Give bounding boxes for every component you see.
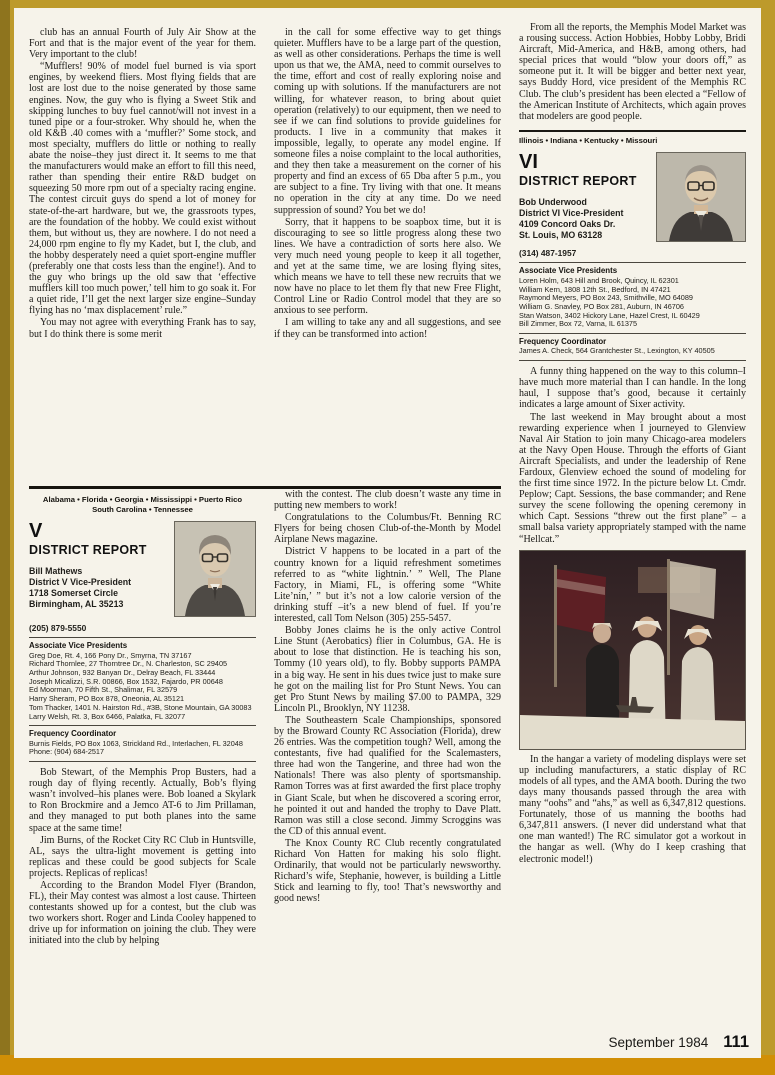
paragraph: Bobby Jones claims he is the only active Control Line Stunt (Aerobatics) flier in Columbus, GA. He is about to lose that distinction. He is teaching his son, Tommy (10 years old), to fly. Bobby supports PAMPA in a big way. He sent in his dues twice just to make sure he got on the mailing list for Pro Stunt News. You can get Pro Stunt News by mailing $7.00 to PAMPA, 329 Lincoln Pl., Brooklyn, NY 11238. [274,625,501,714]
paragraph: Congratulations to the Columbus/Ft. Benning RC Flyers for being chosen Club-of-the-Month by Model Airplane News magazine. [274,512,501,546]
district-vi-states [519,135,746,150]
avp-entry: Greg Doe, Rt. 4, 166 Pony Dr., Smyrna, TN 37167 [29,650,192,660]
officer-phone: (314) 487-1957 [519,248,577,259]
paragraph: Bob Stewart, of the Memphis Prop Busters, had a rough day of flying recently. Actually, Bob’s flying wasn’t involved–his planes were. Bob loaned a Skylark to Ron Brockmire and a Jemco AT-6 to Jim Prillaman, and they managed to put both planes into the same space at the same time! [29,767,256,834]
frequency-coordinator-heading: Frequency Coordinator [519,337,607,347]
column1-top-article [29,22,256,484]
frequency-coordinator-entry: Burnis Fields, PO Box 1063, Strickland Rd., Interlachen, FL 32048 [29,738,243,748]
paragraph: The Knox County RC Club recently congratulated Richard Von Hatten for making his solo flight. Ordinarily, that would not be particularly newsworthy. Richard’s wife, Stephanie, however, is building a Little Stick and learning to fly, too! That’s newsworthy and good news! [274,837,501,905]
column-2 [274,22,501,948]
district-numeral: V [29,520,43,543]
avp-entry: Ed Moorman, 70 Fifth St., Shalimar, FL 32579 [29,685,178,695]
states-line: Illinois • Indiana • Kentucky • Missouri [519,135,658,145]
page-number: 111 [723,1033,749,1051]
officer-phone: (205) 879-5550 [29,623,87,634]
column3-top-article [519,22,746,122]
section-divider-rule [29,486,501,489]
officer-title: District V Vice-President [29,576,132,587]
avp-entry: Bill Zimmer, Box 72, Varna, IL 61375 [519,319,638,329]
bob-underwood-photo [656,152,746,242]
glenview-ceremony-photo [519,550,746,750]
district-v-states [29,494,256,518]
avp-list [519,277,746,329]
divider [29,725,256,726]
paragraph: In the hangar a variety of modeling displays were set up including manufacturers, a static display of RC models of all types, and the AMA booth. During the two days many thousands passed through the area with many “oohs” and “ahs,” as well as 6,347,812 questions. Fortunately, those of us manning the booths had 6,347,811 answers. (I never did understand what that one man wanted!) The RC simulator got a workout in the hangar as well. (Why do I keep crashing that electronic model!) [519,753,746,865]
avp-entry: Arthur Johnson, 932 Banyan Dr., Delray Beach, FL 33444 [29,668,216,677]
states-line: Alabama • Florida • Georgia • Mississippi • Puerto Rico [42,495,243,504]
paragraph: You may not agree with everything Frank has to say, but I do think there is some merit [29,317,256,340]
issue-date: September 1984 [608,1035,709,1050]
officer-info [519,197,648,240]
frequency-coordinator-entry: James A. Check, 564 Grantchester St., Lexington, KY 40505 [519,346,715,356]
paragraph: with the contest. The club doesn’t waste any time in putting new members to work! [274,489,501,512]
bill-mathews-photo [174,521,256,617]
avp-entry: Stan Watson, 3402 Hickory Lane, Hazel Crest, IL 60429 [519,310,700,320]
avp-heading: Associate Vice Presidents [519,266,618,276]
officer-name: Bill Mathews [29,566,83,577]
paragraph: The last weekend in May brought about a most rewarding experience when I journeyed to Glenview Naval Air Station to join many Chicago-area modelers at the Navy Open House. Through the efforts of Giant Aircraft Specialists, and under the leadership of Rene Fardoux, Glenview echoed the sound of modeling for the first time since 1972. In the picture below Lt. Cmdr. Peplow; Capt. Sessions, the base commander; and Rene survey the scene following the opening ceremony in which Capt. Sessions “threw out the first plane” – a small balsa variety appropriately stamped with the name “Hellcat.” [519,411,746,545]
officer-address: St. Louis, MO 63128 [519,229,603,240]
district-vi-body [519,366,746,545]
district-report-title: DISTRICT REPORT [519,174,637,189]
avp-entry: Larry Welsh, Rt. 3, Box 6466, Palatka, FL 32077 [29,711,186,721]
avp-entry: Tom Thacker, 1401 N. Hairston Rd., #3B, Stone Mountain, GA 30083 [29,702,252,712]
district-report-title: DISTRICT REPORT [29,543,147,558]
avp-entry: Harry Sheram, PO Box 878, Oneonia, AL 35121 [29,694,185,704]
paragraph: Jim Burns, of the Rocket City RC Club in Huntsville, AL, says the ultra-light movement is getting into replicas and these could be good subjects for Scale projects. Replicas of replicas! [29,834,256,879]
officer-address: 1718 Somerset Circle [29,587,118,598]
officer-title: District VI Vice-President [519,208,624,219]
avp-entry: William G. Snavley, PO Box 281, Auburn, IN 46706 [519,301,684,311]
column-1 [29,22,256,948]
paragraph: From all the reports, the Memphis Model Market was a rousing success. Action Hobbies, Hobby Lobby, Bridi Aircraft, Mid-America, and H&B, among others, had special prices that would “blow your doors off,” as someone put it. It will be bigger and better next year, says Buddy Hord, vice president of the Memphis RC Club. The club’s president has been elected a “Fellow of the American Institute of Architects, which again proves that modelers are good people. [519,22,746,122]
paragraph: Sorry, that it happens to be soapbox time, but it is discouraging to see so little progress along these two lines. We have a contradiction of sorts here also. We very much need young people to keep it all together, and yet at the same time, we are losing flying sites, which means we have to tell these new recruits that we now have no place to let them fly that new Free Flight, Control Line or Radio Control model that they are so anxious to see perform. [274,216,501,317]
district-vi-closing [519,754,746,865]
divider [519,130,746,132]
paragraph: “Mufflers! 90% of model fuel burned is via sport engines, by weekend fliers. Most flying fields that are lost are lost due to the noise generated by those same engines. Now, the guy who is flying a Sweet Stik and skipping lunches to buy fuel cannot/will not invest in a tuned pipe or a four-stroker. Why should he, when the old K&B .40 comes with a ‘muffler?’ Some stock, and most specialty, mufflers do little or nothing to really abate the noise–they just direct it. It seems to me that the manufacturers would make an effort to fill this need, rather than spending their entire R&D budget on squeezing 50 more rpm out of a specialty racing engine. The contest circuit guys do spend a lot of money for state-of-the-art hardware, but we, the grassroots types, are the foundation of the hobby. We could exist without them, but without us, they are nowhere. I do not need a 24,000 rpm engine to fly my Kadet, but I, the club, and the hobby desperately need a quiet sport-engine muffler (preferably one that costs less than the engine!). And to the guy who brings up the old saw that ‘effective mufflers kill too much power,’ tell him to go soak it. For a quiet ride, I’ll get the next larger size engine–Sunday flying has no ‘max displacement’ rule.” [29,61,256,317]
officer-address: Birmingham, AL 35213 [29,598,124,609]
officer-name: Bob Underwood [519,197,587,208]
column2-top-article [274,22,501,484]
avp-entry: Raymond Meyers, PO Box 243, Smithville, MO 64089 [519,293,693,303]
district-v-masthead [29,521,166,617]
divider [519,262,746,263]
district-v-body [29,767,256,947]
avp-heading: Associate Vice Presidents [29,641,128,651]
frequency-coordinator-phone: Phone: (904) 684-2517 [29,747,105,757]
frequency-coordinator-heading: Frequency Coordinator [29,729,117,739]
officer-info [29,566,166,609]
paragraph: District V happens to be located in a part of the country known for a liquid refreshment sometimes referred to as “white lightnin.’ ” Well, The Plane Factory, in Miami, FL, is offering some “White Lite’nin,’ ” but it’s not a low calorie version of the drinking stuff –it’s a new blend of fuel. If you’re interested, call Tom Nelson (305) 255-5457. [274,546,501,625]
district-numeral: VI [519,151,538,174]
divider [519,333,746,334]
columns [29,22,746,948]
district-v-body-continued [274,489,501,904]
paragraph: club has an annual Fourth of July Air Show at the Fort and that is the major event of the year for them. Very important to the club! [29,27,256,61]
avp-entry: Richard Thornlee, 27 Thorntree Dr., N. Charleston, SC 29405 [29,659,228,669]
article-text [274,27,501,340]
page-footer [608,1033,749,1052]
divider [29,637,256,638]
paragraph: in the call for some effective way to get things quieter. Mufflers have to be a large part of the question, as well as other considerations. Perhaps the time is well upon us that we, the AMA, need to commit ourselves to the time, effort and cost of really exploring noise and coming up with solutions. If the manufacturers are not willing, for whatever reason, to bring about quiet operation (relatively) to our equipment, then we need to see if we can find solutions to provide guidelines for products. I live in a community that makes it impossible, legally, to operate any model engine. If someone files a noise complaint to the local authorities, and they then take a measurement on the corner of his property and find an excess of 65 Dba after 5 p.m., you are subject to a fine. Try living with that one. It means no operation in the city at any time. Do we need suppression of sound? You bet we do! [274,27,501,216]
avp-entry: Loren Holm, 643 Hill and Brook, Quincy, IL 62301 [519,275,679,285]
district-v-header [29,521,256,617]
officer-address: 4109 Concord Oaks Dr. [519,219,616,230]
divider [519,360,746,361]
paragraph: The Southeastern Scale Championships, sponsored by the Broward County RC Association (Florida), drew 26 entries. Was the competition tough? Well, among the contestants, five had qualified for the Scalemasters, three had won the Tangerine, and three had won the Nationals! There was also plenty of sportsmanship. Ramon Torres was at first awarded the first place trophy in Giant Scale, but when he discovered a scoring error, he pointed it out and handed the trophy to Dave Platt. Ramon was still a close second. Jimmy Scroggins was the CD of this annual event. [274,714,501,837]
avp-entry: Joseph Micalizzi, S.R. 00866, Box 1532, Fajardo, PR 00648 [29,676,223,686]
column-3 [519,22,746,948]
divider [29,761,256,762]
magazine-page [14,8,761,1058]
paragraph: A funny thing happened on the way to this column–I have much more material than I can handle. In the long haul, I suppose that’s good, because it certainly indicates a large amount of Sixer activity. [519,366,746,411]
avp-entry: William Kern, 1808 12th St., Bedford, IN 47421 [519,284,671,294]
avp-list [29,652,256,722]
article-text [29,27,256,340]
district-vi-header [519,152,746,242]
district-vi-masthead [519,152,648,242]
states-line: South Carolina • Tennessee [92,504,193,514]
paragraph: According to the Brandon Model Flyer (Brandon, FL), their May contest was almost a lost cause. Thirteen contestants showed up for a contest, but the club was two workers short. Roger and Linda Cooley happened to drive up for information on joining the club. They were initiated into the club by helping [29,879,256,947]
paragraph: I am willing to take any and all suggestions, and see if they can be transformed into action! [274,317,501,340]
